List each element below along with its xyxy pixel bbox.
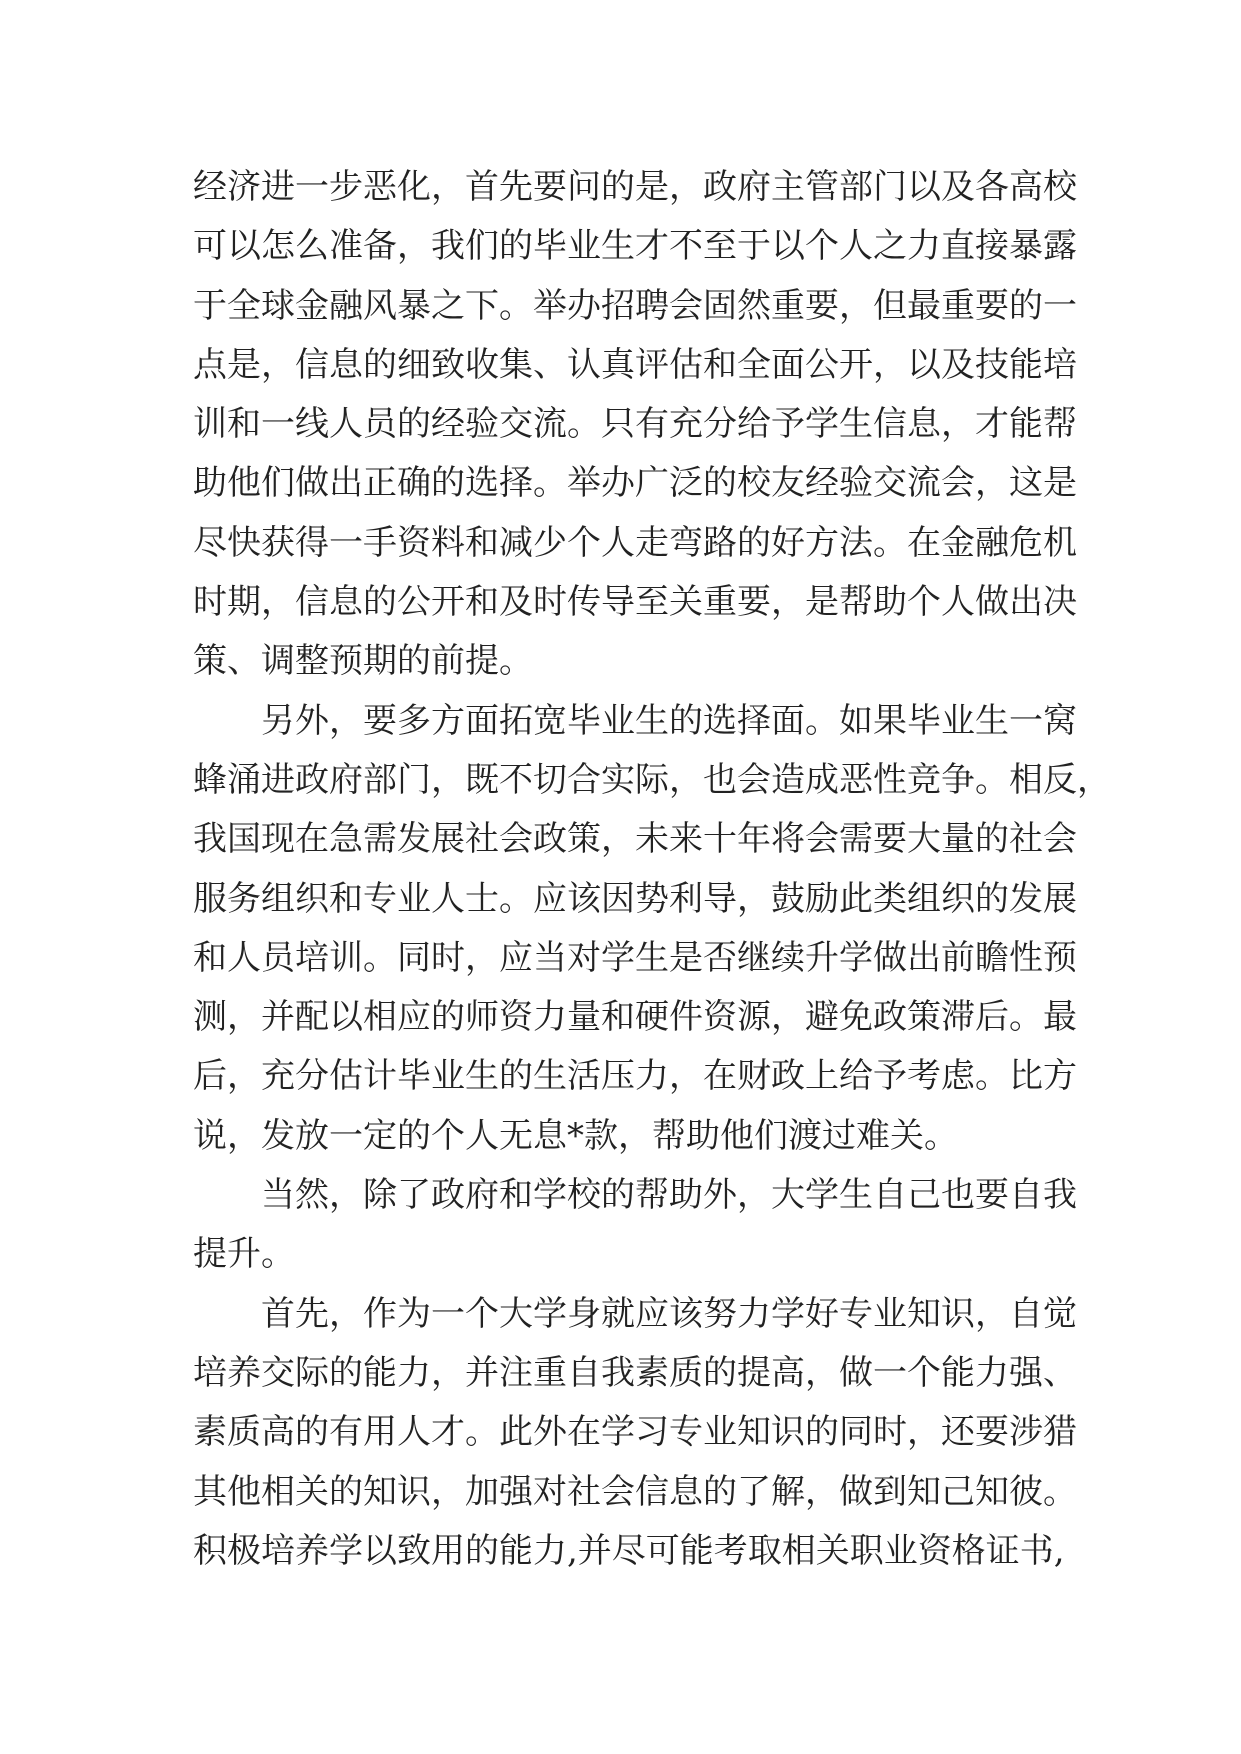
text-line: 训和一线人员的经验交流。只有充分给予学生信息，才能帮: [193, 404, 1077, 445]
text-line: 和人员培训。同时，应当对学生是否继续升学做出前瞻性预: [193, 937, 1077, 978]
text-line: 提升。: [193, 1234, 295, 1275]
text-line: 后，充分估计毕业生的生活压力，在财政上给予考虑。比方: [193, 1056, 1077, 1097]
body-text: [193, 158, 1111, 1581]
text-line: 其他相关的知识，加强对社会信息的了解，做到知己知彼。: [193, 1471, 1077, 1512]
text-line: 策、调整预期的前提。: [193, 641, 533, 682]
text-line: 于全球金融风暴之下。举办招聘会固然重要，但最重要的一: [193, 285, 1077, 326]
text-line: 另外，要多方面拓宽毕业生的选择面。如果毕业生一窝: [261, 700, 1077, 741]
text-line: 培养交际的能力，并注重自我素质的提高，做一个能力强、: [193, 1352, 1077, 1393]
text-line: 时期，信息的公开和及时传导至关重要，是帮助个人做出决: [193, 582, 1077, 623]
text-line: 经济进一步恶化，首先要问的是，政府主管部门以及各高校: [193, 167, 1077, 207]
text-line: 蜂涌进政府部门，既不切合实际，也会造成恶性竞争。相反，: [193, 759, 1111, 800]
text-line: 首先，作为一个大学身就应该努力学好专业知识，自觉: [261, 1293, 1077, 1334]
text-line: 测，并配以相应的师资力量和硬件资源，避免政策滞后。最: [193, 997, 1077, 1038]
text-line: 说，发放一定的个人无息*款，帮助他们渡过难关。: [193, 1115, 958, 1156]
text-line: 尽快获得一手资料和减少个人走弯路的好方法。在金融危机: [193, 522, 1077, 563]
text-line: 积极培养学以致用的能力,并尽可能考取相关职业资格证书,: [193, 1530, 1065, 1571]
text-line: 助他们做出正确的选择。举办广泛的校友经验交流会，这是: [193, 463, 1077, 504]
text-line: 可以怎么准备，我们的毕业生才不至于以个人之力直接暴露: [193, 226, 1077, 267]
text-line: 当然，除了政府和学校的帮助外，大学生自己也要自我: [261, 1175, 1077, 1216]
text-line: 服务组织和专业人士。应该因势利导，鼓励此类组织的发展: [193, 878, 1077, 919]
text-line: 点是，信息的细致收集、认真评估和全面公开，以及技能培: [193, 344, 1077, 385]
text-line: 我国现在急需发展社会政策，未来十年将会需要大量的社会: [193, 819, 1077, 860]
text-line: 素质高的有用人才。此外在学习专业知识的同时，还要涉猎: [193, 1412, 1077, 1453]
